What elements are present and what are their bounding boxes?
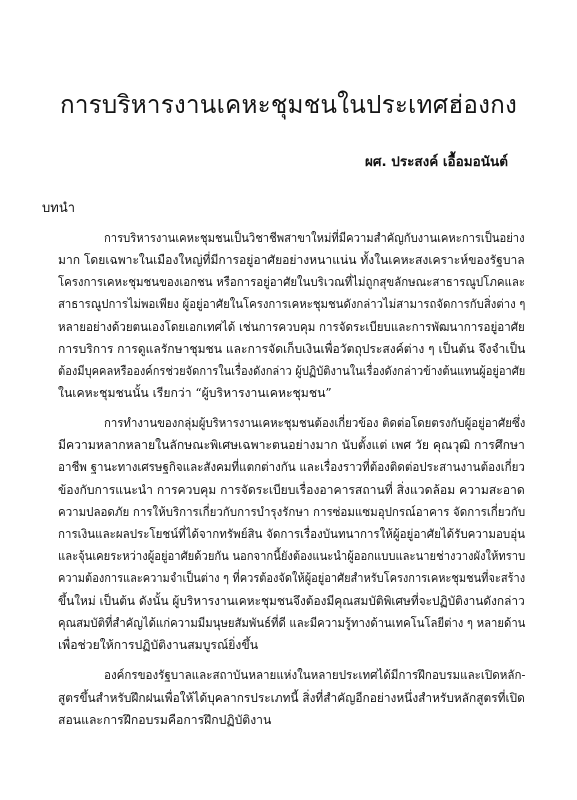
paragraph-3-line: สูตรขึ้นสำหรับฝึกฝนเพื่อให้ได้บุคลากรประเภทนี้ สิ่งที่สำคัญอีกอย่างหนึ่งสำหรับหลักสูตรที่เปิด [58, 691, 525, 705]
paragraph-1-line: สาธารณูปการไม่พอเพียง ผู้อยู่อาศัยในโครงการเคหะชุมชนดังกล่าวไม่สามารถจัดการกับสิ่งต่าง ๆ [58, 297, 526, 311]
paragraph-1-line: หลายอย่างด้วยตนเองโดยเอกเทศได้ เช่นการควบคุม การจัดระเบียบและการพัฒนาการอยู่อาศัย [58, 320, 525, 334]
paragraph-1-line: ในเคหะชุมชนนั้น เรียกว่า “ผู้บริหารงานเคหะชุมชน” [58, 386, 332, 400]
paragraph-1-line: ต้องมีบุคคลหรือองค์กรช่วยจัดการในเรื่องดังกล่าว ผู้ปฏิบัติงานในเรื่องดังกล่าวข้างต้นแทนผู้อยู่อาศัย [58, 364, 526, 378]
paragraph-2-line: และจุ้นเคยระหว่างผู้อยู่อาศัยด้วยกัน นอกจากนี้ยังต้องแนะนำผู้ออกแบบและนายช่างวางผังให้ทราบ [58, 549, 526, 563]
paragraph-2-line: การทำงานของกลุ่มผู้บริหารงานเคหะชุมชนต้องเกี่ยวข้อง ติดต่อโดยตรงกับผู้อยู่อาศัยซึ่ง [104, 416, 526, 430]
paragraph-3-line: สอนและการฝึกอบรมคือการฝึกปฏิบัติงาน [58, 713, 272, 727]
paragraph-2-line: อาชีพ ฐานะทางเศรษฐกิจและสังคมที่แตกต่างกัน และเรื่องราวที่ต้องติดต่อประสานงานต้องเกี่ยว [58, 460, 525, 474]
paragraph-2-line: คุณสมบัติที่สำคัญได้แก่ความมีมนุษยสัมพันธ์ที่ดี และมีความรู้ทางด้านเทคโนโลยีต่าง ๆ หลายด้าน [58, 616, 526, 630]
paragraph-1-line: มาก โดยเฉพาะในเมืองใหญ่ที่มีการอยู่อาศัยอย่างหนาแน่น ทั้งในเคหะสงเคราะห์ของรัฐบาล [58, 253, 525, 267]
paragraph-1-line: การบริการ การดูแลรักษาชุมชน และการจัดเก็บเงินเพื่อวัตถุประสงค์ต่าง ๆ เป็นต้น จึงจำเป็น [58, 342, 526, 356]
paragraph-2-line: การเงินและผลประโยชน์ที่ได้จากทรัพย์สิน จัดการเรื่องบันทนาการให้ผู้อยู่อาศัยได้รับความอบอุ่น [58, 527, 526, 541]
paragraph-2-line: ข้องกับการแนะนำ การควบคุม การจัดระเบียบเรื่องอาคารสถานที่ สิ่งแวดล้อม ความสะอาด [58, 483, 525, 497]
paragraph-2-line: เพื่อช่วยให้การปฏิบัติงานสมบูรณ์ยิ่งขึ้น [58, 638, 259, 652]
paragraph-1-line: การบริหารงานเคหะชุมชนเป็นวิชาชีพสาขาใหม่ที่มีความสำคัญกับงานเคหะการเป็นอย่าง [104, 231, 525, 245]
paragraph-2-line: ความต้องการและความจำเป็นต่าง ๆ ที่ควรต้องจัดให้ผู้อยู่อาศัยสำหรับโครงการเคหะชุมชนที่จะสร้าง [58, 571, 526, 585]
paragraph-1-line: โครงการเคหะชุมชนของเอกชน หรือการอยู่อาศัยในบริเวณที่ไม่ถูกสุขลักษณะสาธารณูปโภคและ [58, 275, 526, 289]
author-name: ผศ. ประสงค์ เอื้อมอนันต์ [364, 154, 508, 170]
paragraph-2-line: มีความหลากหลายในลักษณะพิเศษเฉพาะตนอย่างมาก นับตั้งแต่ เพศ วัย คุณวุฒิ การศึกษา [58, 438, 525, 452]
paragraph-3-line: องค์กรของรัฐบาลและสถาบันหลายแห่งในหลายประเทศได้มีการฝึกอบรมและเปิดหลัก- [104, 668, 526, 682]
paragraph-2-line: ความปลอดภัย การให้บริการเกี่ยวกับการบำรุงรักษา การซ่อมแซมอุปกรณ์อาคาร จัดการเกี่ยวกับ [58, 505, 526, 519]
paragraph-2-line: ขึ้นใหม่ เป็นต้น ดังนั้น ผู้บริหารงานเคหะชุมชนจึงต้องมีคุณสมบัติพิเศษที่จะปฏิบัติงานดังกล่าว [58, 594, 525, 608]
section-heading-introduction: บทนำ [42, 201, 76, 216]
document-title: การบริหารงานเคหะชุมชนในประเทศฮ่องกง [59, 90, 518, 119]
